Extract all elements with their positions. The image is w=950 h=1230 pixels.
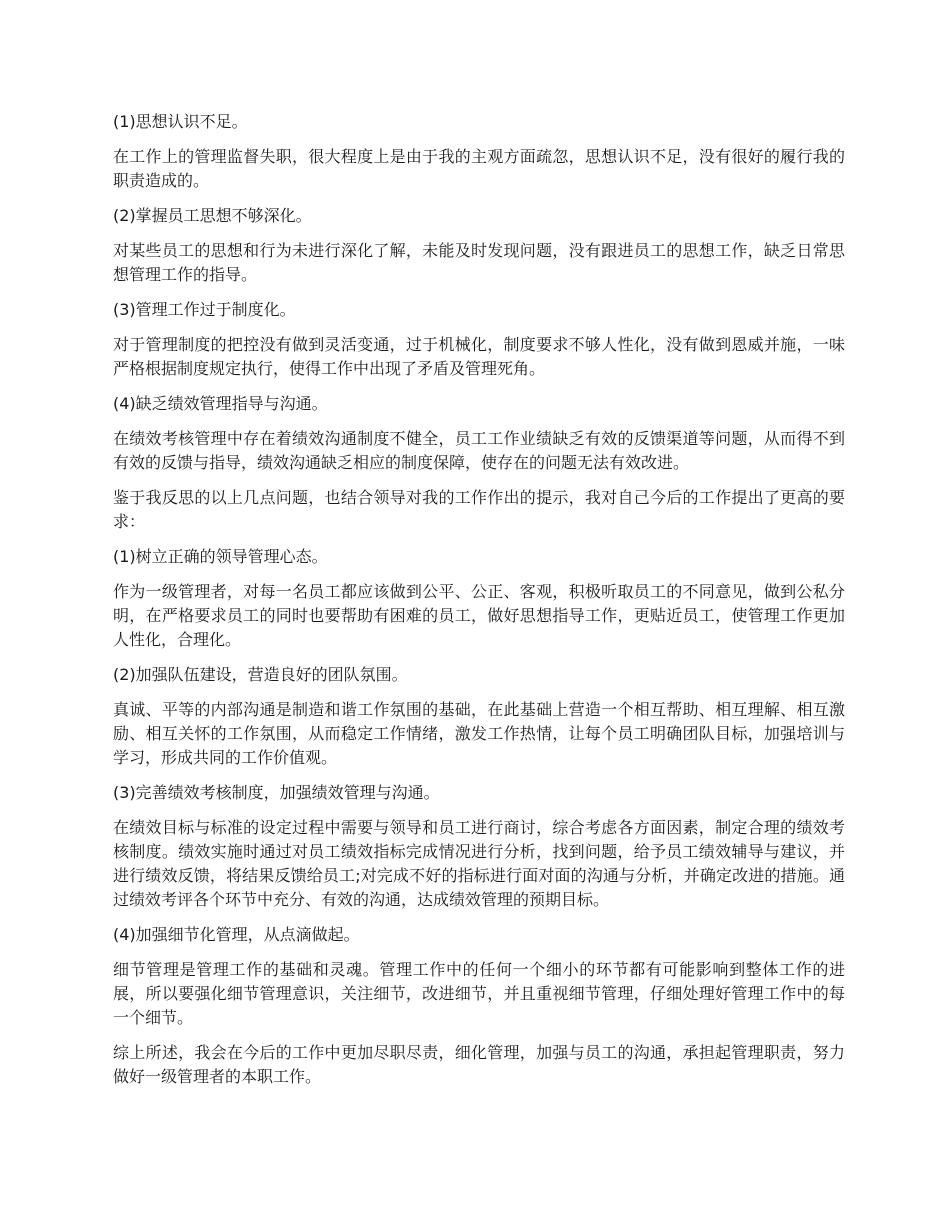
paragraph-transition-requirements: 鉴于我反思的以上几点问题，也结合领导对我的工作作出的提示，我对自己今后的工作提出了更高的要求： [113, 488, 845, 531]
heading-detail-management: (4)加强细节化管理，从点滴做起。 [113, 925, 360, 944]
paragraph-team-atmosphere: 真诚、平等的内部沟通是制造和谐工作氛围的基础，在此基础上营造一个相互帮助、相互理解、相互激励、相互关怀的工作氛围，从而稳定工作情绪，激发工作热情，让每个员工明确团队目标，加强培训与学习，形成共同的工作价值观。 [113, 700, 845, 767]
paragraph-fairness: 作为一级管理者，对每一名员工都应该做到公平、公正、客观，积极听取员工的不同意见，做到公私分明，在严格要求员工的同时也要帮助有困难的员工，做好思想指导工作，更贴近员工，使管理工作更加人性化，合理化。 [113, 582, 845, 649]
heading-leadership-mindset: (1)树立正确的领导管理心态。 [113, 547, 328, 566]
heading-team-building: (2)加强队伍建设，营造良好的团队氛围。 [113, 665, 408, 684]
paragraph-supervision-failure: 在工作上的管理监督失职，很大程度上是由于我的主观方面疏忽，思想认识不足，没有很好的履行我的职责造成的。 [113, 147, 845, 190]
paragraph-performance-process: 在绩效目标与标准的设定过程中需要与领导和员工进行商讨，综合考虑各方面因素，制定合理的绩效考核制度。绩效实施时通过对员工绩效指标完成情况进行分析，找到问题，给予员工绩效辅导与建议，并进行绩效反馈，将结果反馈给员工;对完成不好的指标进行面对面的沟通与分析，并确定改进的措施。通过绩效考评各个环节中充分、有效的沟通，达成绩效管理的预期目标。 [113, 818, 845, 909]
paragraph-rigid-management: 对于管理制度的把控没有做到灵活变通，过于机械化，制度要求不够人性化，没有做到恩威并施，一味严格根据制度规定执行，使得工作中出现了矛盾及管理死角。 [113, 335, 845, 378]
heading-over-institutionalized: (3)管理工作过于制度化。 [113, 300, 296, 319]
paragraph-detail-management: 细节管理是管理工作的基础和灵魂。管理工作中的任何一个细小的环节都有可能影响到整体工作的进展，所以要强化细节管理意识，关注细节，改进细节，并且重视细节管理，仔细处理好管理工作中的每一个细节。 [113, 960, 845, 1027]
heading-insufficient-awareness: (1)思想认识不足。 [113, 112, 248, 131]
paragraph-performance-communication: 在绩效考核管理中存在着绩效沟通制度不健全，员工工作业绩缺乏有效的反馈渠道等问题，从而得不到有效的反馈与指导，绩效沟通缺乏相应的制度保障，使存在的问题无法有效改进。 [113, 429, 845, 472]
heading-understanding-staff: (2)掌握员工思想不够深化。 [113, 206, 312, 225]
paragraph-conclusion: 综上所述，我会在今后的工作中更加尽职尽责，细化管理，加强与员工的沟通，承担起管理职责，努力做好一级管理者的本职工作。 [113, 1043, 845, 1086]
heading-performance-system: (3)完善绩效考核制度，加强绩效管理与沟通。 [113, 783, 440, 802]
document-body [113, 110, 845, 1100]
heading-performance-guidance: (4)缺乏绩效管理指导与沟通。 [113, 394, 328, 413]
paragraph-staff-thinking: 对某些员工的思想和行为未进行深化了解，未能及时发现问题，没有跟进员工的思想工作，缺乏日常思想管理工作的指导。 [113, 241, 845, 284]
